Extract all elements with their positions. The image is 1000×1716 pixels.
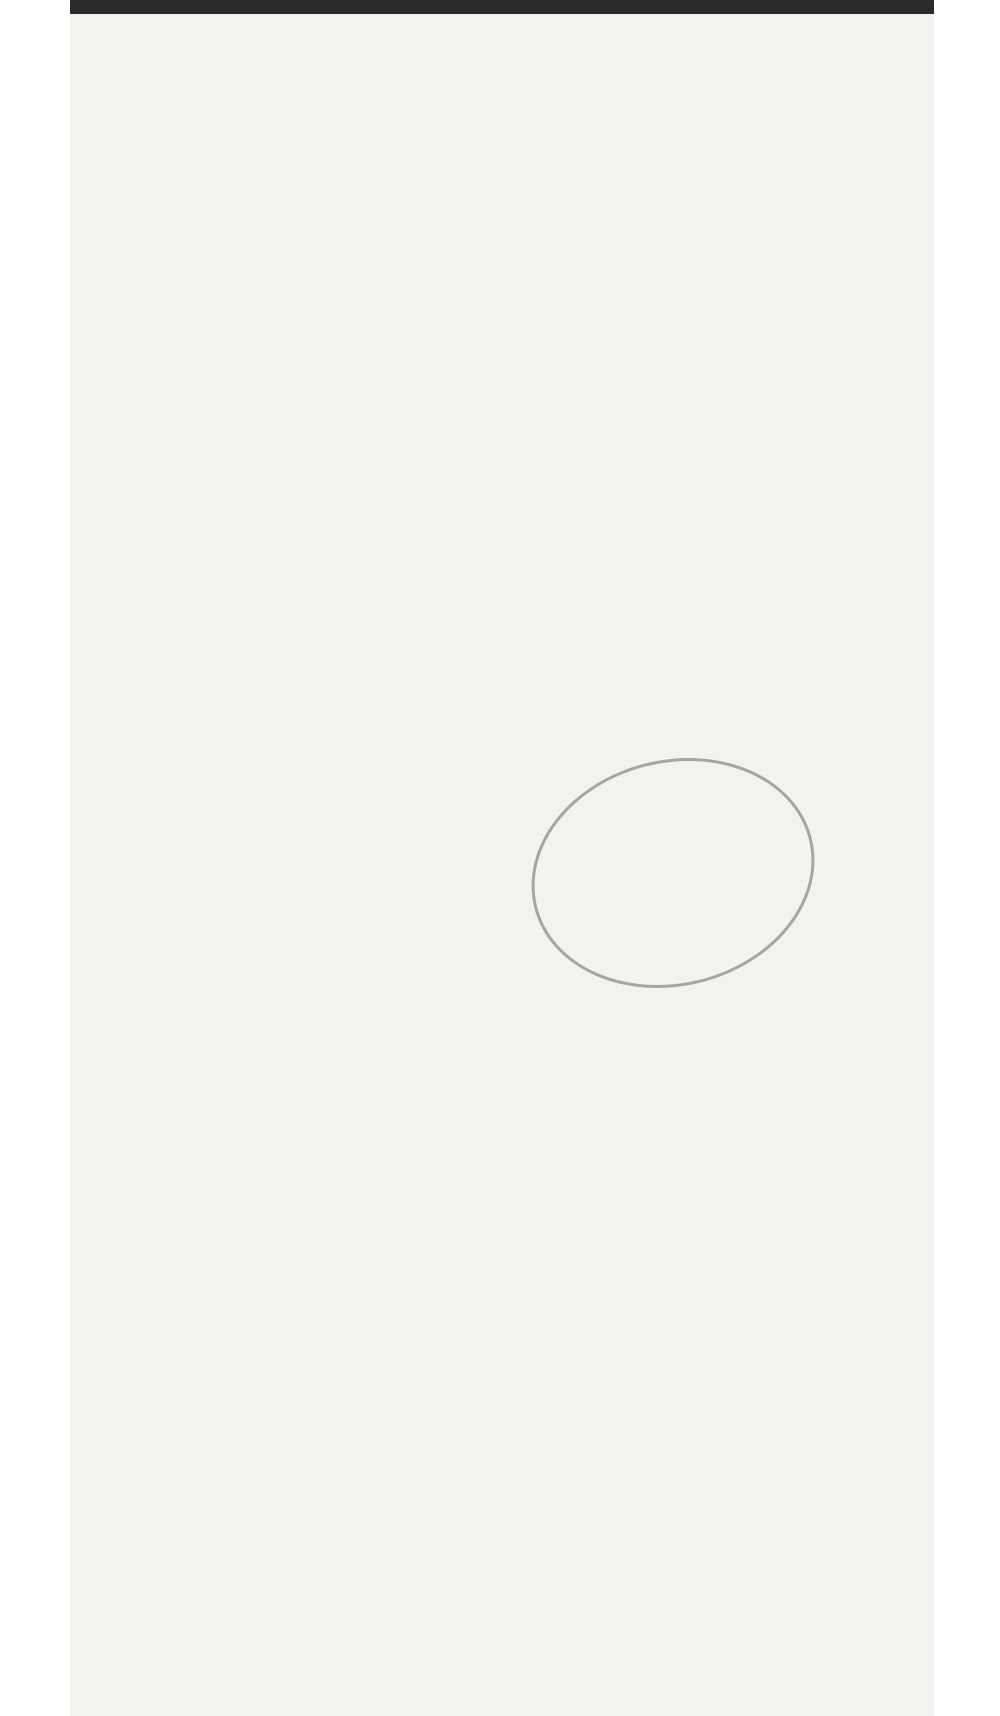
content <box>105 120 915 134</box>
corner-watermark <box>800 1608 990 1708</box>
top-strip <box>70 0 934 14</box>
